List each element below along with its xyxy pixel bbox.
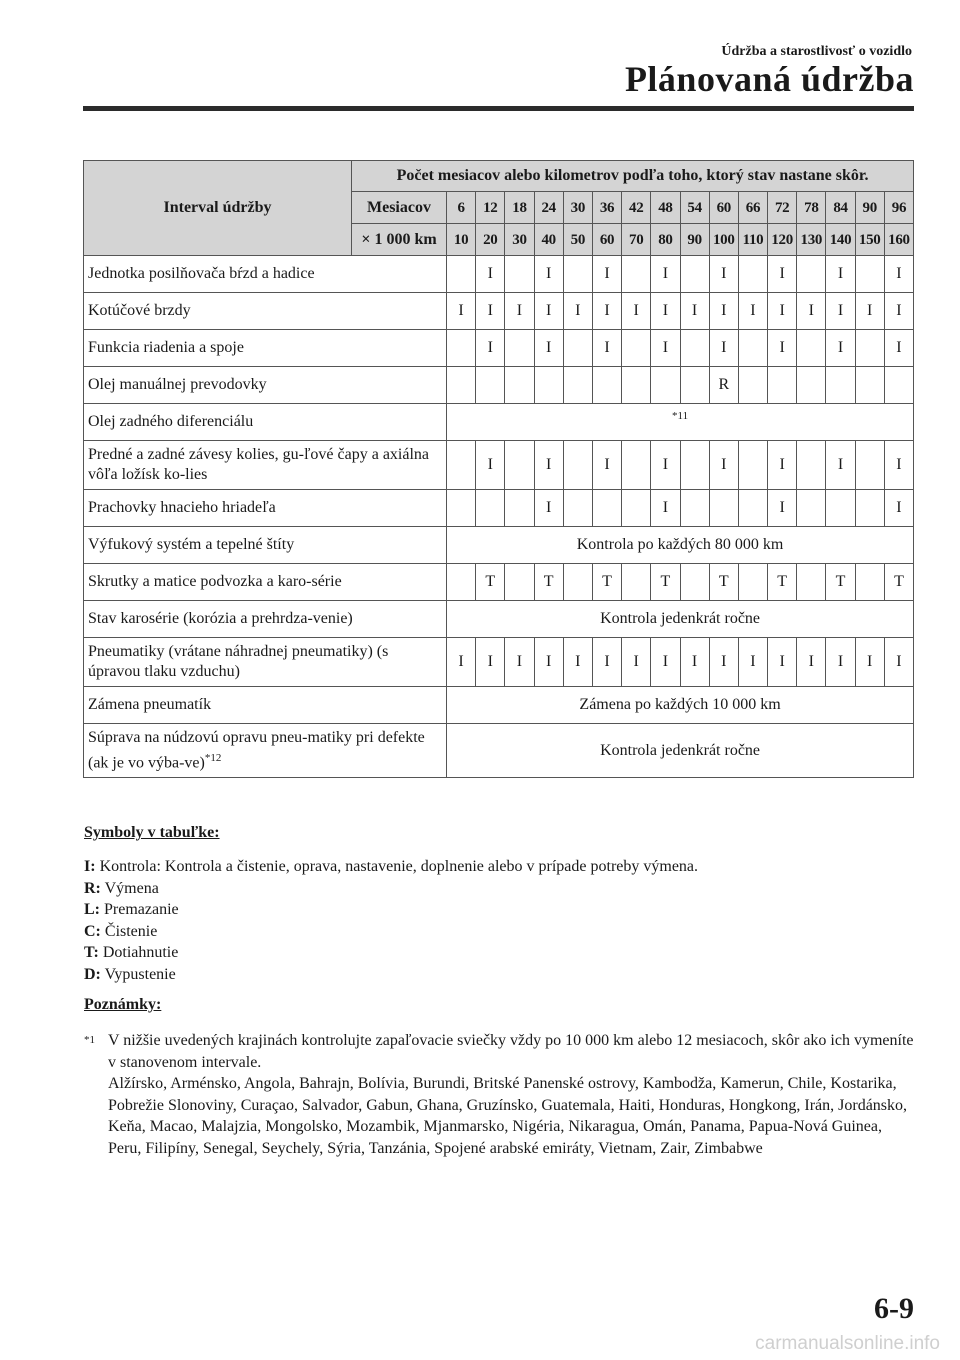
table-cell: I (592, 441, 621, 490)
months-col-header: 42 (622, 192, 651, 224)
table-cell (622, 367, 651, 404)
table-cell: T (534, 564, 563, 601)
table-row (84, 330, 914, 367)
table-cell: I (651, 441, 680, 490)
legend-item: T: Dotiahnutie (84, 944, 179, 961)
table-cell: I (884, 490, 913, 527)
table-cell: R (709, 367, 738, 404)
table-cell: I (768, 293, 797, 330)
table-cell: I (505, 638, 534, 687)
table-cell (447, 256, 476, 293)
table-cell: I (534, 256, 563, 293)
table-cell: T (884, 564, 913, 601)
table-row (84, 404, 914, 441)
table-cell: I (709, 638, 738, 687)
months-col-header: 54 (680, 192, 709, 224)
table-cell (797, 564, 826, 601)
row-label: Pneumatiky (vrátane náhradnej pneumatiky) (s úpravou tlaku vzduchu) (84, 638, 447, 687)
row-label: Funkcia riadenia a spoje (84, 330, 447, 367)
table-cell (738, 564, 767, 601)
table-cell: I (651, 256, 680, 293)
table-cell (680, 564, 709, 601)
table-cell (797, 330, 826, 367)
table-cell: I (709, 441, 738, 490)
km-col-header: 140 (826, 224, 855, 256)
table-cell (476, 367, 505, 404)
table-cell (622, 441, 651, 490)
table-cell: I (768, 441, 797, 490)
table-cell (505, 367, 534, 404)
legend-item: D: Vypustenie (84, 965, 176, 983)
km-col-header: 160 (884, 224, 913, 256)
table-cell (563, 441, 592, 490)
table-cell: I (476, 293, 505, 330)
footnote-line1: V nižšie uvedených krajinách kontrolujte zapaľovacie sviečky vždy po 10 000 km alebo 12 mesiacoch, skôr ako ich vymeníte v stanovenom intervale. (108, 1032, 914, 1071)
table-cell: I (447, 293, 476, 330)
km-col-header: 10 (447, 224, 476, 256)
legend-item: I: Kontrola: Kontrola a čistenie, oprava, nastavenie, doplnenie alebo v prípade potreby výmena. (84, 858, 699, 875)
table-cell: I (592, 638, 621, 687)
table-cell: I (534, 441, 563, 490)
table-cell: T (592, 564, 621, 601)
months-col-header: 12 (476, 192, 505, 224)
table-cell (505, 490, 534, 527)
table-cell (855, 441, 884, 490)
table-cell: I (476, 256, 505, 293)
table-cell: I (797, 638, 826, 687)
km-col-header: 150 (855, 224, 884, 256)
table-cell (447, 490, 476, 527)
table-cell: I (884, 441, 913, 490)
km-col-header: 30 (505, 224, 534, 256)
table-cell: I (534, 490, 563, 527)
legend-item: L: Premazanie (84, 901, 179, 918)
table-cell: I (651, 293, 680, 330)
table-cell: I (563, 293, 592, 330)
table-cell (738, 367, 767, 404)
table-row (84, 367, 914, 404)
row-span-cell: Kontrola jedenkrát ročne (447, 601, 914, 638)
table-cell (592, 490, 621, 527)
months-label: Mesiacov (352, 192, 447, 224)
km-col-header: 70 (622, 224, 651, 256)
table-cell (476, 490, 505, 527)
km-col-header: 50 (563, 224, 592, 256)
table-row (84, 687, 914, 724)
table-cell (855, 256, 884, 293)
months-col-header: 60 (709, 192, 738, 224)
table-cell: I (826, 256, 855, 293)
table-cell (768, 367, 797, 404)
table-cell: I (505, 293, 534, 330)
table-cell (622, 330, 651, 367)
row-label: Prachovky hnacieho hriadeľa (84, 490, 447, 527)
months-col-header: 24 (534, 192, 563, 224)
row-span-cell: Kontrola jedenkrát ročne (447, 724, 914, 778)
row-label: Olej zadného diferenciálu (84, 404, 447, 441)
table-row (84, 601, 914, 638)
months-col-header: 90 (855, 192, 884, 224)
table-cell (738, 330, 767, 367)
table-cell: I (534, 330, 563, 367)
table-cell (622, 256, 651, 293)
row-label: Stav karosérie (korózia a prehrdza-venie) (84, 601, 447, 638)
table-cell (680, 490, 709, 527)
km-col-header: 20 (476, 224, 505, 256)
table-cell (738, 490, 767, 527)
table-row (84, 490, 914, 527)
table-cell: I (680, 638, 709, 687)
page-number: 6-9 (874, 1292, 914, 1325)
table-cell (855, 367, 884, 404)
table-cell (680, 256, 709, 293)
table-cell (505, 441, 534, 490)
table-cell: I (709, 293, 738, 330)
km-col-header: 120 (768, 224, 797, 256)
months-col-header: 66 (738, 192, 767, 224)
km-label: × 1 000 km (352, 224, 447, 256)
section-subtitle: Údržba a starostlivosť o vozidlo (721, 44, 912, 59)
row-label: Výfukový systém a tepelné štíty (84, 527, 447, 564)
table-row (84, 638, 914, 687)
interval-header: Interval údržby (84, 161, 352, 256)
months-col-header: 78 (797, 192, 826, 224)
row-label: Zámena pneumatík (84, 687, 447, 724)
table-cell: I (651, 638, 680, 687)
table-row (84, 527, 914, 564)
table-row (84, 564, 914, 601)
table-cell: I (622, 638, 651, 687)
table-cell: I (563, 638, 592, 687)
table-cell (563, 256, 592, 293)
table-cell: I (768, 256, 797, 293)
table-cell (622, 564, 651, 601)
table-cell (738, 441, 767, 490)
table-cell: I (768, 490, 797, 527)
table-cell (505, 330, 534, 367)
table-cell: I (592, 330, 621, 367)
km-col-header: 60 (592, 224, 621, 256)
months-col-header: 72 (768, 192, 797, 224)
notes-title: Poznámky: (84, 996, 162, 1013)
table-cell (680, 367, 709, 404)
months-col-header: 6 (447, 192, 476, 224)
table-cell (622, 490, 651, 527)
table-cell: I (826, 638, 855, 687)
legend-title: Symboly v tabuľke: (84, 824, 220, 841)
table-cell: I (476, 330, 505, 367)
table-cell: I (797, 293, 826, 330)
header-rule (83, 106, 914, 111)
maintenance-schedule-table (83, 160, 914, 778)
watermark: carmanualsonline.info (755, 1333, 940, 1354)
table-cell: I (884, 638, 913, 687)
table-cell: I (855, 293, 884, 330)
km-col-header: 40 (534, 224, 563, 256)
table-cell: I (622, 293, 651, 330)
legend-item: R: Výmena (84, 879, 159, 897)
row-label: Skrutky a matice podvozka a karo-série (84, 564, 447, 601)
table-row (84, 724, 914, 778)
table-cell: I (884, 293, 913, 330)
table-row (84, 441, 914, 490)
months-col-header: 30 (563, 192, 592, 224)
table-cell (855, 490, 884, 527)
table-cell: I (476, 441, 505, 490)
table-cell (592, 367, 621, 404)
legend-item: C: Čistenie (84, 922, 158, 940)
table-cell: I (476, 638, 505, 687)
table-cell (651, 367, 680, 404)
table-cell (447, 564, 476, 601)
table-cell (563, 367, 592, 404)
months-col-header: 96 (884, 192, 913, 224)
table-cell: T (768, 564, 797, 601)
table-cell (680, 441, 709, 490)
table-cell: I (709, 256, 738, 293)
footnote-1 (84, 1030, 914, 1159)
table-cell: I (826, 441, 855, 490)
table-cell: I (680, 293, 709, 330)
span-header: Počet mesiacov alebo kilometrov podľa toho, ktorý stav nastane skôr. (352, 161, 914, 192)
table-cell (855, 564, 884, 601)
table-cell (447, 367, 476, 404)
table-row (84, 293, 914, 330)
table-cell (709, 490, 738, 527)
months-col-header: 36 (592, 192, 621, 224)
table-cell (680, 330, 709, 367)
km-col-header: 90 (680, 224, 709, 256)
table-cell: I (447, 638, 476, 687)
table-cell: I (826, 330, 855, 367)
table-cell: I (651, 330, 680, 367)
row-label: Súprava na núdzovú opravu pneu-matiky pri defekte (ak je vo výba-ve)$^{*12}$ (84, 724, 447, 778)
table-cell (797, 441, 826, 490)
table-cell: I (534, 293, 563, 330)
table-cell (447, 441, 476, 490)
table-cell (563, 330, 592, 367)
table-cell (797, 367, 826, 404)
table-cell: T (476, 564, 505, 601)
table-cell (447, 330, 476, 367)
table-cell: I (592, 256, 621, 293)
table-cell (505, 256, 534, 293)
table-cell (534, 367, 563, 404)
table-cell (563, 564, 592, 601)
table-cell (505, 564, 534, 601)
table-cell: I (855, 638, 884, 687)
footnote-countries: Alžírsko, Arménsko, Angola, Bahrajn, Bolívia, Burundi, Britské Panenské ostrovy, Kambodža, Kamerun, Chile, Kostarika, Pobrežie Slonoviny, Curaçao, Salvador, Gabun, Ghana, Gruzínsko, Guatemala, Haiti, Honduras, Hongkong, Irán, Jordánsko, Keňa, Macao, Malajzia, Mongolsko, Mozambik, Mjanmarsko, Nigéria, Nikaragua, Omán, Panama, Papua-Nová Guinea, Peru, Filipíny, Senegal, Seychely, Sýria, Tanzánia, Spojené arabské emiráty, Vietnam, Zair, Zimbabwe (108, 1075, 908, 1157)
table-cell: I (738, 638, 767, 687)
row-label: Jednotka posilňovača bŕzd a hadice (84, 256, 447, 293)
table-cell (738, 256, 767, 293)
table-cell: I (826, 293, 855, 330)
row-label: Olej manuálnej prevodovky (84, 367, 447, 404)
table-cell (855, 330, 884, 367)
km-col-header: 80 (651, 224, 680, 256)
table-cell: I (738, 293, 767, 330)
table-cell: I (592, 293, 621, 330)
km-col-header: 130 (797, 224, 826, 256)
table-cell (563, 490, 592, 527)
km-col-header: 100 (709, 224, 738, 256)
table-cell: I (651, 490, 680, 527)
row-span-cell: Kontrola po každých 80 000 km (447, 527, 914, 564)
km-col-header: 110 (738, 224, 767, 256)
table-cell (826, 490, 855, 527)
table-cell: I (709, 330, 738, 367)
table-cell (884, 367, 913, 404)
footnote-mark: *1 (84, 1034, 95, 1046)
table-cell: T (651, 564, 680, 601)
legend-list (84, 856, 698, 985)
table-cell: I (884, 330, 913, 367)
table-cell (797, 490, 826, 527)
table-cell: T (826, 564, 855, 601)
row-label: Predné a zadné závesy kolies, gu-ľové čapy a axiálna vôľa ložísk ko-lies (84, 441, 447, 490)
row-label: Kotúčové brzdy (84, 293, 447, 330)
months-col-header: 18 (505, 192, 534, 224)
table-cell: I (534, 638, 563, 687)
table-cell: I (768, 330, 797, 367)
table-cell (797, 256, 826, 293)
table-cell: I (768, 638, 797, 687)
months-col-header: 48 (651, 192, 680, 224)
page-title: Plánovaná údržba (624, 59, 914, 99)
table-cell: I (884, 256, 913, 293)
row-span-cell: Zámena po každých 10 000 km (447, 687, 914, 724)
months-col-header: 84 (826, 192, 855, 224)
table-cell: T (709, 564, 738, 601)
table-row (84, 256, 914, 293)
table-cell (826, 367, 855, 404)
row-span-cell: *11 (447, 404, 914, 441)
